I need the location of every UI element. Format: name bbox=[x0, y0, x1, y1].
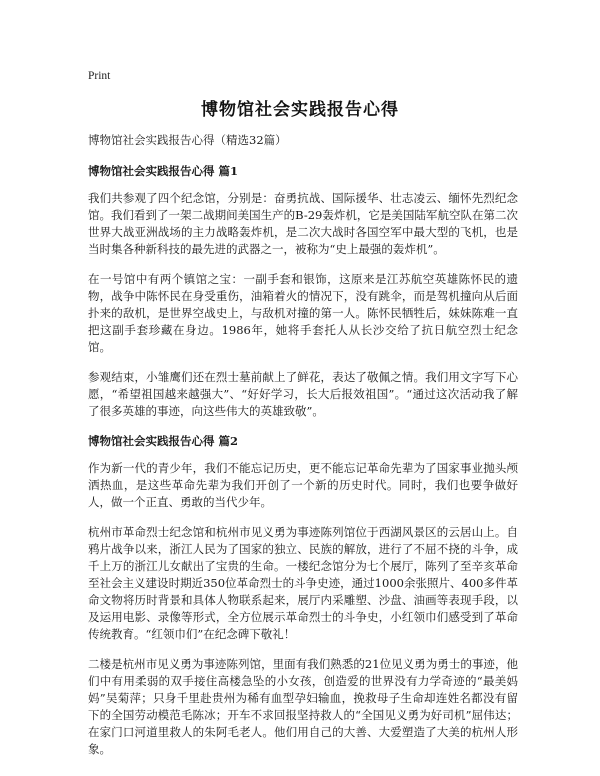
document-content bbox=[88, 132, 518, 771]
paragraph: 杭州市革命烈士纪念馆和杭州市见义勇为事迹陈列馆位于西湖风景区的云居山上。自鸦片战争以来，浙江人民为了国家的独立、民族的解放，进行了不屈不挠的斗争，成千上万的浙江儿女献出了宝贵的生命。一楼纪念馆分为七个展厅，陈列了至辛亥革命至社会主义建设时期近350位革命烈士的斗争史迹，通过1000余张照片、400多件革命文物将历时背景和具体人物联系起来，展厅内采雕塑、沙盘、油画等表现手段，以及运用电影、录像等形式，全方位展示革命烈士的斗争史，小红领巾们感受到了革命传统教育。“红领巾们”在纪念碑下敬礼！ bbox=[88, 525, 518, 641]
document-title: 博物馆社会实践报告心得 bbox=[201, 100, 399, 120]
paragraph: 二楼是杭州市见义勇为事迹陈列馆，里面有我们熟悉的21位见义勇为勇士的事迹，他们中有用柔弱的双手接住高楼急坠的小女孩，创造爱的世界没有力学奇迹的“最美妈妈”吴菊萍；只身千里赴贵州为稀有血型孕妇输血，挽救母子生命却连姓名都没有留下的全国劳动模范毛陈冰；开车不求回报坚持救人的“全国见义勇为好司机”屈伟达；在家门口河道里救人的朱阿毛老人。他们用自己的大善、大爱塑造了大美的杭州人形象。 bbox=[88, 657, 518, 756]
paragraph: 我们共参观了四个纪念馆，分别是：奋勇抗战、国际援华、壮志凌云、缅怀先烈纪念馆。我们看到了一架二战期间美国生产的B-29轰炸机，它是美国陆军航空队在第二次世界大战亚洲战场的主力战略轰炸机，是二次大战时各国空军中最大型的飞机，也是当时集各种新科技的最先进的武器之一，被称为“史上最强的轰炸机”。 bbox=[88, 191, 518, 256]
section-heading-2: 博物馆社会实践报告心得 篇2 bbox=[88, 434, 239, 448]
paragraph: 在一号馆中有两个镇馆之宝：一副手套和银饰，这原来是江苏航空英雄陈怀民的遗物，战争中陈怀民在身受重伤，油箱着火的情况下，没有跳伞，而是驾机撞向从后面扑来的敌机，是世界空战史上，与敌机对撞的第一人。陈怀民牺牲后，妹妹陈难一直把这副手套珍藏在身边。1986年，她将手套托人从长沙交给了抗日航空烈士纪念馆。 bbox=[88, 272, 518, 354]
paragraph: 参观结束，小雏鹰们还在烈士墓前献上了鲜花，表达了敬佩之情。我们用文字写下心愿，“希望祖国越来越强大”、“好好学习，长大后报效祖国”。“通过这次活动我了解了很多英雄的事迹，向这些伟大的英雄致敬”。 bbox=[88, 370, 518, 418]
print-link[interactable]: Print bbox=[88, 70, 111, 82]
paragraph: 作为新一代的青少年，我们不能忘记历史，更不能忘记革命先辈为了国家事业抛头颅洒热血，是这些革命先辈为我们开创了一个新的历史时代。同时，我们也要争做好人，做一个正直、勇敢的当代少年。 bbox=[88, 461, 518, 509]
document-subtitle: 博物馆社会实践报告心得（精选32篇） bbox=[88, 133, 287, 147]
section-heading-1: 博物馆社会实践报告心得 篇1 bbox=[88, 164, 239, 178]
